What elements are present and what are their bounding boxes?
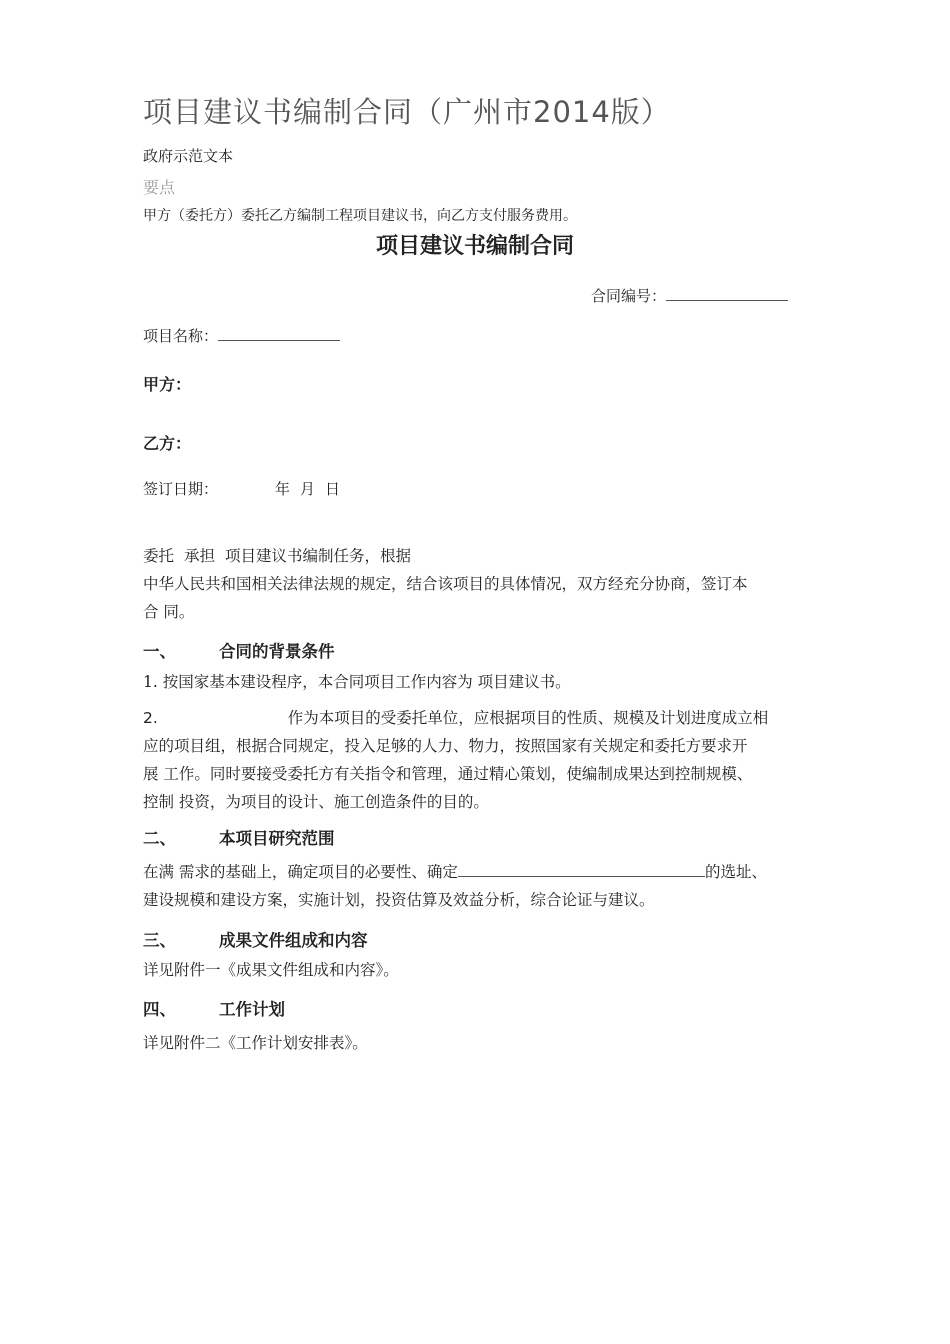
contract-number-row — [591, 285, 788, 306]
section-1-p2 — [143, 704, 823, 816]
section-4-title: 工作计划 — [219, 1000, 285, 1019]
intro-line-2: 中华人民共和国相关法律法规的规定，结合该项目的具体情况，双方经充分协商，签订本 — [143, 575, 748, 593]
project-name-blank — [218, 326, 340, 341]
party-b-label: 乙方： — [143, 434, 192, 453]
intro-line-1 — [143, 542, 823, 570]
document-subtitle: 政府示范文本 — [143, 147, 234, 165]
document-summary: 甲方（委托方）委托乙方编制工程项目建议书，向乙方支付服务费用。 — [143, 208, 577, 224]
intro-client: 委托 — [143, 547, 175, 565]
section-2-title: 本项目研究范围 — [219, 829, 335, 848]
section-4-text: 详见附件二《工作计划安排表》。 — [143, 1034, 368, 1052]
date-day: 日 — [325, 480, 341, 498]
site-blank — [458, 862, 705, 877]
section-1-heading — [143, 638, 335, 662]
keypoints-label: 要点 — [143, 178, 176, 197]
section-3-title: 成果文件组成和内容 — [219, 931, 368, 950]
intro-paragraph — [143, 542, 823, 626]
contract-number-label: 合同编号： — [591, 287, 667, 305]
contract-number-blank — [666, 286, 788, 301]
section-1-p2-line-2: 应的项目组，根据合同规定，投入足够的人力、物力，按照国家有关规定和委托方要求开 — [143, 737, 748, 755]
document-title: 项目建议书编制合同（广州市2014版） — [143, 95, 671, 129]
sign-date-row — [143, 478, 340, 499]
section-3-heading — [143, 927, 368, 951]
intro-task: 项目建议书编制任务，根据 — [225, 547, 412, 565]
section-3-number: 三、 — [143, 931, 176, 950]
section-1-p2-line-1 — [143, 704, 823, 732]
intro-line-3: 合 同。 — [143, 603, 195, 621]
section-1-title: 合同的背景条件 — [219, 642, 335, 661]
sign-date-label: 签订日期： — [143, 480, 219, 498]
section-1-p2-line-4: 控制 投资，为项目的设计、施工创造条件的目的。 — [143, 793, 489, 811]
section-2-number: 二、 — [143, 829, 176, 848]
section-4-heading — [143, 996, 285, 1020]
section-2-text-b: 的选址、 — [704, 863, 767, 881]
section-2-text-a: 在满 需求的基础上，确定项目的必要性、确定 — [143, 863, 458, 881]
section-2-heading — [143, 825, 335, 849]
contract-title: 项目建议书编制合同 — [375, 234, 574, 259]
project-name-row — [143, 325, 340, 346]
party-a-label: 甲方： — [143, 375, 192, 394]
date-year: 年 — [275, 480, 291, 498]
intro-contractor: 承担 — [184, 547, 216, 565]
section-1-number: 一、 — [143, 642, 176, 661]
date-month: 月 — [300, 480, 316, 498]
section-4-number: 四、 — [143, 1000, 176, 1019]
section-3-text: 详见附件一《成果文件组成和内容》。 — [143, 961, 399, 979]
section-2-line-1 — [143, 858, 823, 886]
project-name-label: 项目名称： — [143, 327, 219, 345]
section-1-p2-line-3: 展 工作。同时要接受委托方有关指令和管理，通过精心策划，使编制成果达到控制规模、 — [143, 765, 753, 783]
section-2-line-2: 建设规模和建设方案，实施计划，投资估算及效益分析，综合论证与建议。 — [143, 891, 655, 909]
section-1-p1: 1. 按国家基本建设程序，本合同项目工作内容为 项目建议书。 — [143, 673, 571, 691]
section-1-p2-number: 2. — [143, 709, 158, 727]
section-2-paragraph — [143, 858, 823, 914]
section-1-p2-text-1: 作为本项目的受委托单位，应根据项目的性质、规模及计划进度成立相 — [287, 709, 769, 727]
